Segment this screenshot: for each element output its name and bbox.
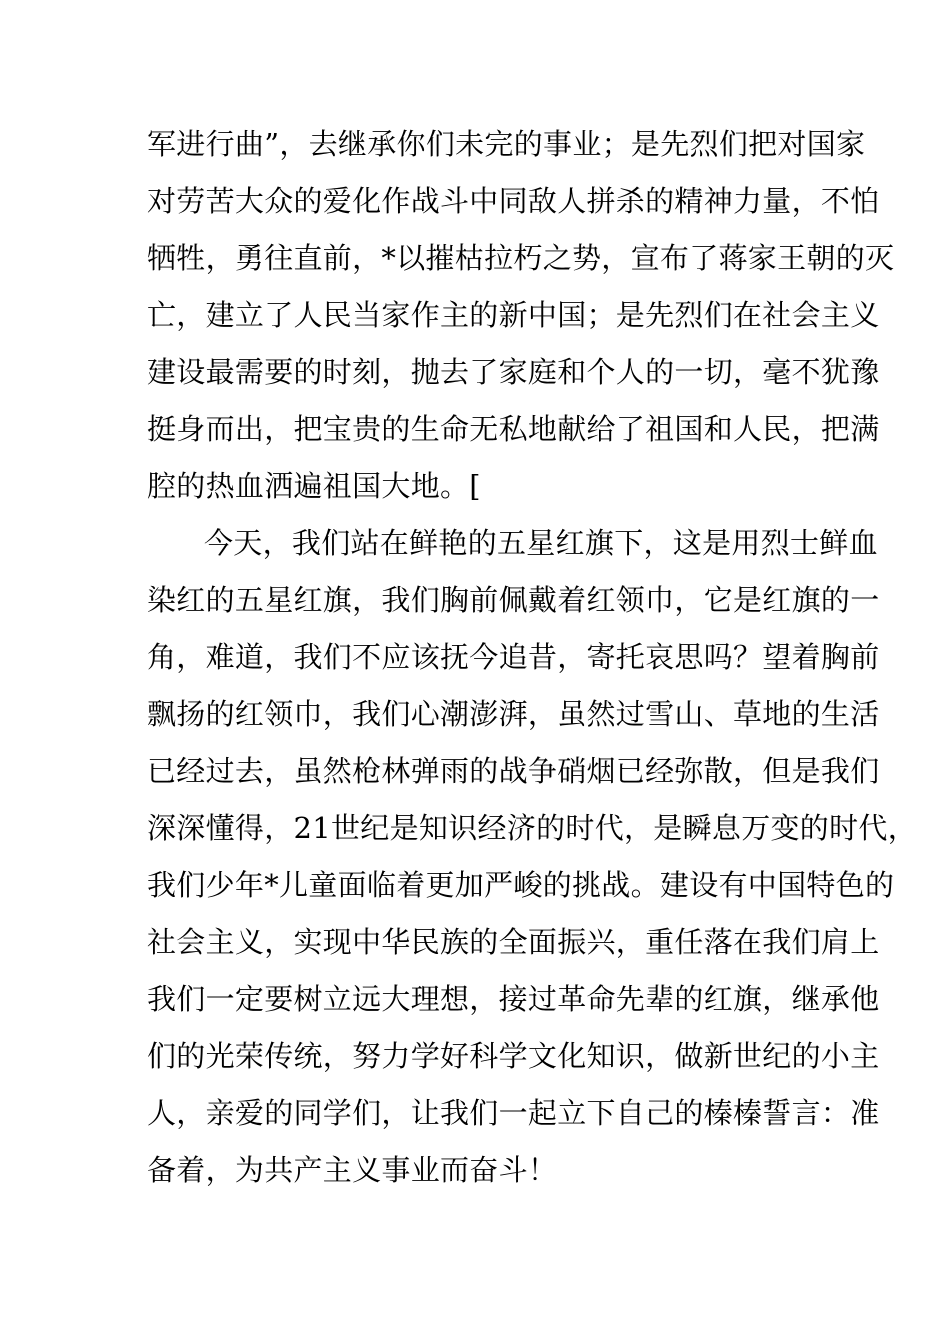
text-line: 牺牲，勇往直前，*以摧枯拉朽之势，宣布了蒋家王朝的灭	[147, 241, 895, 275]
text-line: 挺身而出，把宝贵的生命无私地献给了祖国和人民，把满	[147, 412, 880, 446]
text-line: 人，亲爱的同学们，让我们一起立下自己的榛榛誓言：准	[147, 1096, 880, 1130]
text-line: 建设最需要的时刻，抛去了家庭和个人的一切，毫不犹豫	[147, 355, 880, 389]
text-line: 我们少年*儿童面临着更加严峻的挑战。建设有中国特色的	[147, 868, 895, 902]
text-line: 角，难道，我们不应该抚今追昔，寄托哀思吗？望着胸前	[147, 640, 880, 674]
text-line: 我们一定要树立远大理想，接过革命先辈的红旗，继承他	[147, 982, 880, 1016]
text-line: 社会主义，实现中华民族的全面振兴，重任落在我们肩上	[147, 925, 880, 959]
text-line: 飘扬的红领巾，我们心潮澎湃，虽然过雪山、草地的生活	[147, 697, 880, 731]
text-line: 军进行曲”，去继承你们未完的事业；是先烈们把对国家	[147, 127, 866, 161]
text-line: 腔的热血洒遍祖国大地。[	[147, 469, 481, 503]
text-line: 今天，我们站在鲜艳的五星红旗下，这是用烈士鲜血	[204, 526, 878, 560]
text-line: 对劳苦大众的爱化作战斗中同敌人拼杀的精神力量，不怕	[147, 184, 880, 218]
text-line: 备着，为共产主义事业而奋斗！	[147, 1153, 558, 1187]
text-line: 染红的五星红旗，我们胸前佩戴着红领巾，它是红旗的一	[147, 583, 880, 617]
text-line: 们的光荣传统，努力学好科学文化知识，做新世纪的小主	[147, 1039, 880, 1073]
text-line: 已经过去，虽然枪林弹雨的战争硝烟已经弥散，但是我们	[147, 754, 880, 788]
text-line: 亡，建立了人民当家作主的新中国；是先烈们在社会主义	[147, 298, 880, 332]
text-line: 深深懂得，21世纪是知识经济的时代，是瞬息万变的时代，	[147, 811, 918, 845]
